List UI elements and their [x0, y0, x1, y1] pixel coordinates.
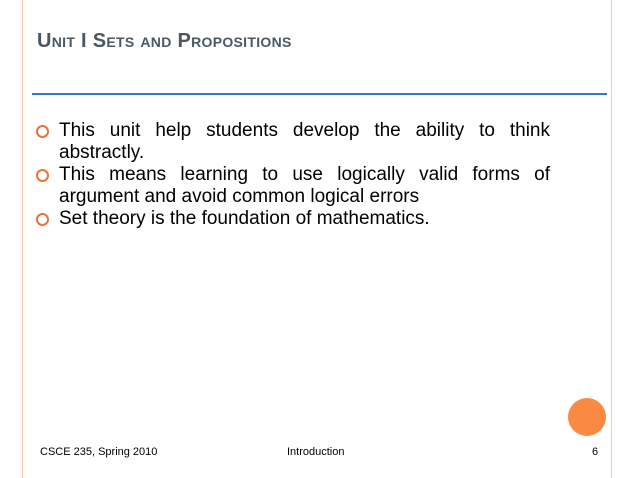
bullet-item — [36, 164, 550, 208]
slide-number: 6 — [592, 446, 599, 458]
right-border-line — [611, 0, 612, 478]
left-border-line — [22, 0, 23, 478]
bullet-text: Set theory is the foundation of mathematics. — [59, 208, 430, 229]
circle-bullet-icon — [36, 169, 49, 182]
circle-bullet-icon — [36, 125, 49, 138]
slide-title: Unit I Sets and Propositions — [37, 30, 292, 52]
bullet-text: This unit help students develop the ability to think abstractly. — [59, 120, 550, 163]
title-underline — [32, 93, 607, 95]
bullet-list — [36, 120, 550, 230]
bullet-item — [36, 208, 550, 230]
footer-course: CSCE 235, Spring 2010 — [40, 446, 158, 458]
bullet-item — [36, 120, 550, 164]
footer-section: Introduction — [287, 446, 345, 458]
bullet-text: This means learning to use logically valid forms of argument and avoid common logical errors — [59, 164, 550, 207]
circle-bullet-icon — [36, 213, 49, 226]
decorative-circle — [568, 398, 606, 436]
